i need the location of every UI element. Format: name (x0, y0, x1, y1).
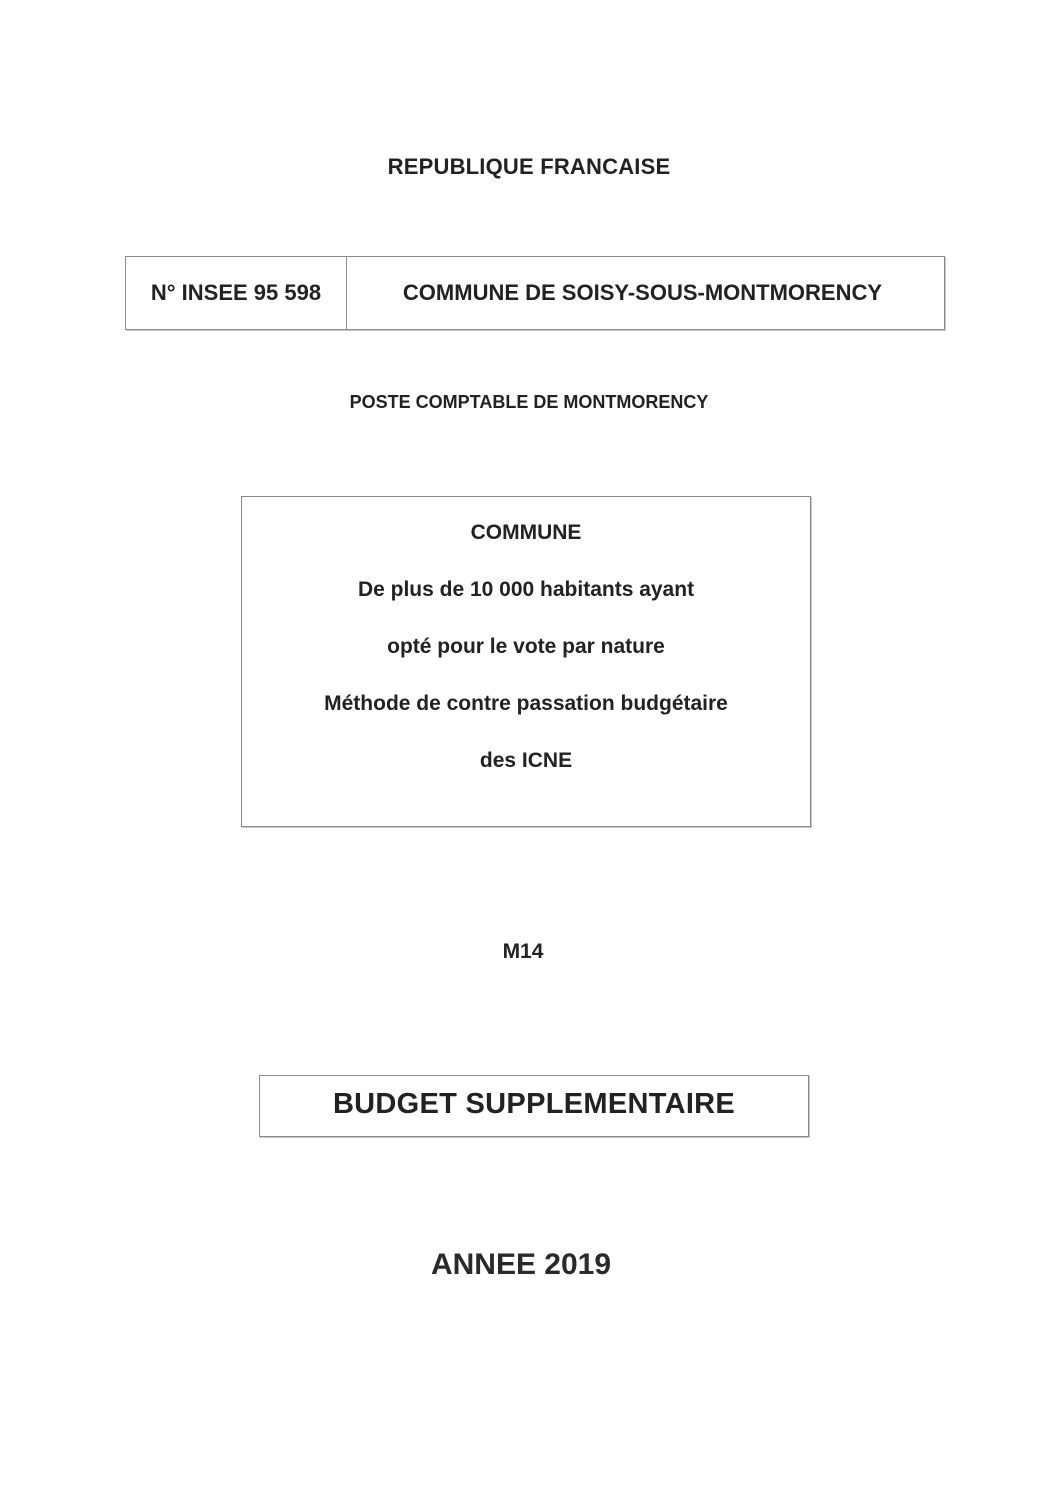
commune-box-line-3: opté pour le vote par nature (387, 635, 665, 658)
insee-number-cell: N° INSEE 95 598 (126, 257, 347, 329)
commune-box-line-1: COMMUNE (470, 521, 582, 544)
identity-table (125, 256, 945, 330)
nomenclature-label: M14 (502, 940, 544, 963)
commune-box-line-5: des ICNE (479, 749, 573, 772)
commune-category-box (241, 496, 811, 827)
budget-title-box (259, 1075, 809, 1137)
accounting-post-label: POSTE COMPTABLE DE MONTMORENCY (349, 392, 709, 412)
budget-title: BUDGET SUPPLEMENTAIRE (332, 1087, 736, 1120)
commune-box-line-2: De plus de 10 000 habitants ayant (357, 578, 695, 601)
republic-heading: REPUBLIQUE FRANCAISE (387, 154, 671, 179)
commune-name-cell: COMMUNE DE SOISY-SOUS-MONTMORENCY (402, 280, 883, 305)
year-label: ANNEE 2019 (430, 1248, 612, 1281)
commune-box-line-4: Méthode de contre passation budgétaire (324, 692, 728, 715)
